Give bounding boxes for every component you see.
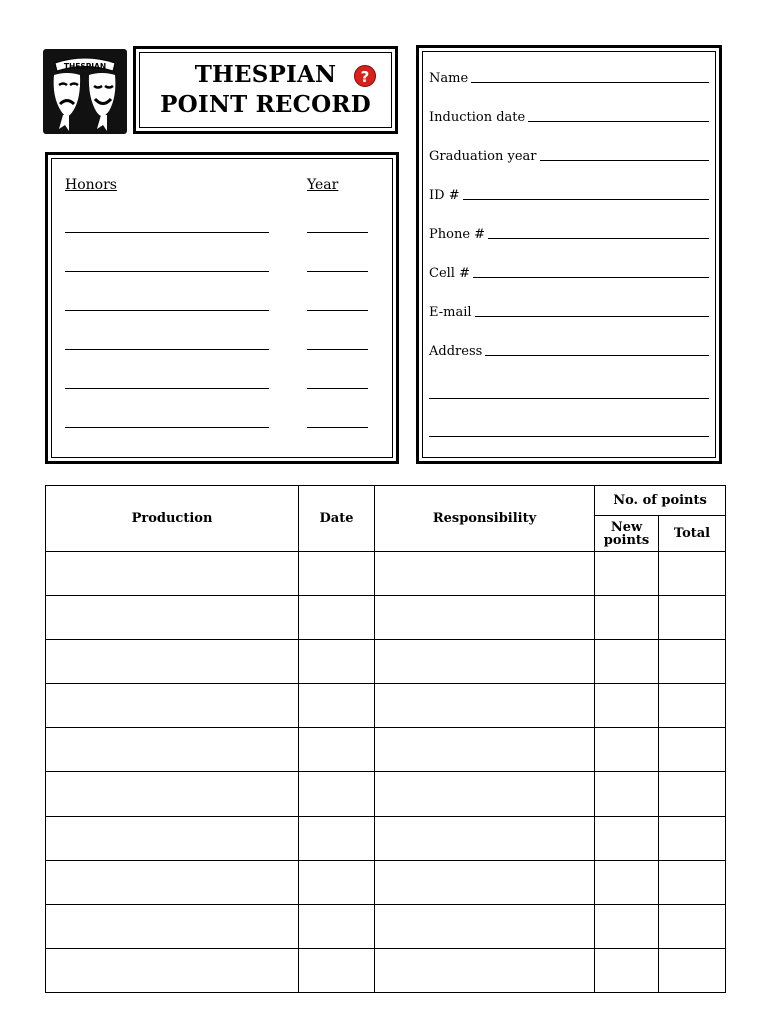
responsibility-cell[interactable] [375, 816, 595, 860]
production-cell[interactable] [46, 552, 299, 596]
field-email[interactable] [429, 304, 709, 320]
field-input-line[interactable] [485, 343, 709, 356]
field-input-line[interactable] [471, 70, 709, 83]
new-points-cell[interactable] [595, 596, 659, 640]
responsibility-cell[interactable] [375, 860, 595, 904]
header-points-group: No. of points [595, 486, 726, 516]
date-cell[interactable] [299, 728, 375, 772]
year-entry-line[interactable] [307, 232, 368, 233]
field-input-line[interactable] [473, 265, 709, 278]
header-new-points-line1: New [610, 519, 643, 535]
responsibility-cell[interactable] [375, 596, 595, 640]
date-cell[interactable] [299, 904, 375, 948]
responsibility-cell[interactable] [375, 904, 595, 948]
field-address[interactable] [429, 343, 709, 359]
total-cell[interactable] [659, 552, 726, 596]
production-cell[interactable] [46, 948, 299, 992]
honors-box [45, 152, 399, 464]
new-points-cell[interactable] [595, 948, 659, 992]
total-cell[interactable] [659, 772, 726, 816]
table-row [46, 728, 726, 772]
table-row [46, 904, 726, 948]
address-continuation-line[interactable] [429, 436, 709, 437]
field-label: Phone # [429, 227, 486, 242]
date-cell[interactable] [299, 772, 375, 816]
honors-label: Honors [65, 177, 117, 193]
field-input-line[interactable] [540, 148, 709, 161]
responsibility-cell[interactable] [375, 728, 595, 772]
header-total: Total [659, 516, 726, 552]
new-points-cell[interactable] [595, 684, 659, 728]
table-row [46, 816, 726, 860]
title-box [133, 46, 398, 134]
honors-entry-line[interactable] [65, 271, 269, 272]
field-input-line[interactable] [463, 187, 709, 200]
field-input-line[interactable] [475, 304, 709, 317]
logo-banner-text: THESPIAN [63, 62, 107, 71]
field-label: Cell # [429, 266, 470, 281]
title-line-2: POINT RECORD [160, 91, 371, 118]
field-cell[interactable] [429, 265, 709, 281]
total-cell[interactable] [659, 948, 726, 992]
date-cell[interactable] [299, 640, 375, 684]
honors-entry-line[interactable] [65, 388, 269, 389]
question-mark-icon[interactable]: ? [354, 65, 376, 87]
field-input-line[interactable] [528, 109, 709, 122]
table-row [46, 596, 726, 640]
field-label: Graduation year [429, 149, 537, 164]
responsibility-cell[interactable] [375, 552, 595, 596]
table-row [46, 772, 726, 816]
title-line-1: THESPIAN [194, 61, 337, 88]
field-label: Induction date [429, 110, 526, 125]
field-id[interactable] [429, 187, 709, 203]
total-cell[interactable] [659, 860, 726, 904]
field-label: E-mail [429, 305, 472, 320]
responsibility-cell[interactable] [375, 772, 595, 816]
field-input-line[interactable] [488, 226, 709, 239]
table-row [46, 640, 726, 684]
production-cell[interactable] [46, 640, 299, 684]
field-label: Address [429, 344, 483, 359]
date-cell[interactable] [299, 860, 375, 904]
total-cell[interactable] [659, 904, 726, 948]
year-entry-line[interactable] [307, 388, 368, 389]
date-cell[interactable] [299, 948, 375, 992]
production-cell[interactable] [46, 772, 299, 816]
date-cell[interactable] [299, 816, 375, 860]
responsibility-cell[interactable] [375, 684, 595, 728]
thespian-logo [43, 49, 127, 134]
field-label: Name [429, 71, 469, 86]
field-induction-date[interactable] [429, 109, 709, 125]
field-graduation-year[interactable] [429, 148, 709, 164]
production-cell[interactable] [46, 904, 299, 948]
responsibility-cell[interactable] [375, 948, 595, 992]
date-cell[interactable] [299, 596, 375, 640]
theatre-masks-icon [43, 49, 127, 134]
table-row [46, 684, 726, 728]
year-entry-line[interactable] [307, 427, 368, 428]
production-cell[interactable] [46, 816, 299, 860]
header-new-points-line2: points [603, 532, 650, 548]
field-label: ID # [429, 188, 460, 203]
table-row [46, 860, 726, 904]
new-points-cell[interactable] [595, 860, 659, 904]
total-cell[interactable] [659, 640, 726, 684]
header-new-points [595, 516, 659, 552]
new-points-cell[interactable] [595, 552, 659, 596]
date-cell[interactable] [299, 684, 375, 728]
header-production: Production [46, 486, 299, 552]
production-cell[interactable] [46, 860, 299, 904]
production-cell[interactable] [46, 596, 299, 640]
new-points-cell[interactable] [595, 728, 659, 772]
production-cell[interactable] [46, 684, 299, 728]
responsibility-cell[interactable] [375, 640, 595, 684]
honors-entry-line[interactable] [65, 310, 269, 311]
new-points-cell[interactable] [595, 640, 659, 684]
table-row [46, 948, 726, 992]
total-cell[interactable] [659, 728, 726, 772]
table-row [46, 552, 726, 596]
year-entry-line[interactable] [307, 310, 368, 311]
header-responsibility: Responsibility [375, 486, 595, 552]
new-points-cell[interactable] [595, 772, 659, 816]
points-table [45, 485, 726, 993]
year-label: Year [307, 177, 339, 193]
field-phone[interactable] [429, 226, 709, 242]
member-info-box [416, 45, 722, 464]
header-date: Date [299, 486, 375, 552]
honors-entry-line[interactable] [65, 427, 269, 428]
honors-entry-line[interactable] [65, 349, 269, 350]
total-cell[interactable] [659, 684, 726, 728]
production-cell[interactable] [46, 728, 299, 772]
year-entry-line[interactable] [307, 349, 368, 350]
honors-entry-line[interactable] [65, 232, 269, 233]
address-continuation-line[interactable] [429, 398, 709, 399]
total-cell[interactable] [659, 816, 726, 860]
field-name[interactable] [429, 70, 709, 86]
new-points-cell[interactable] [595, 904, 659, 948]
date-cell[interactable] [299, 552, 375, 596]
new-points-cell[interactable] [595, 816, 659, 860]
total-cell[interactable] [659, 596, 726, 640]
year-entry-line[interactable] [307, 271, 368, 272]
